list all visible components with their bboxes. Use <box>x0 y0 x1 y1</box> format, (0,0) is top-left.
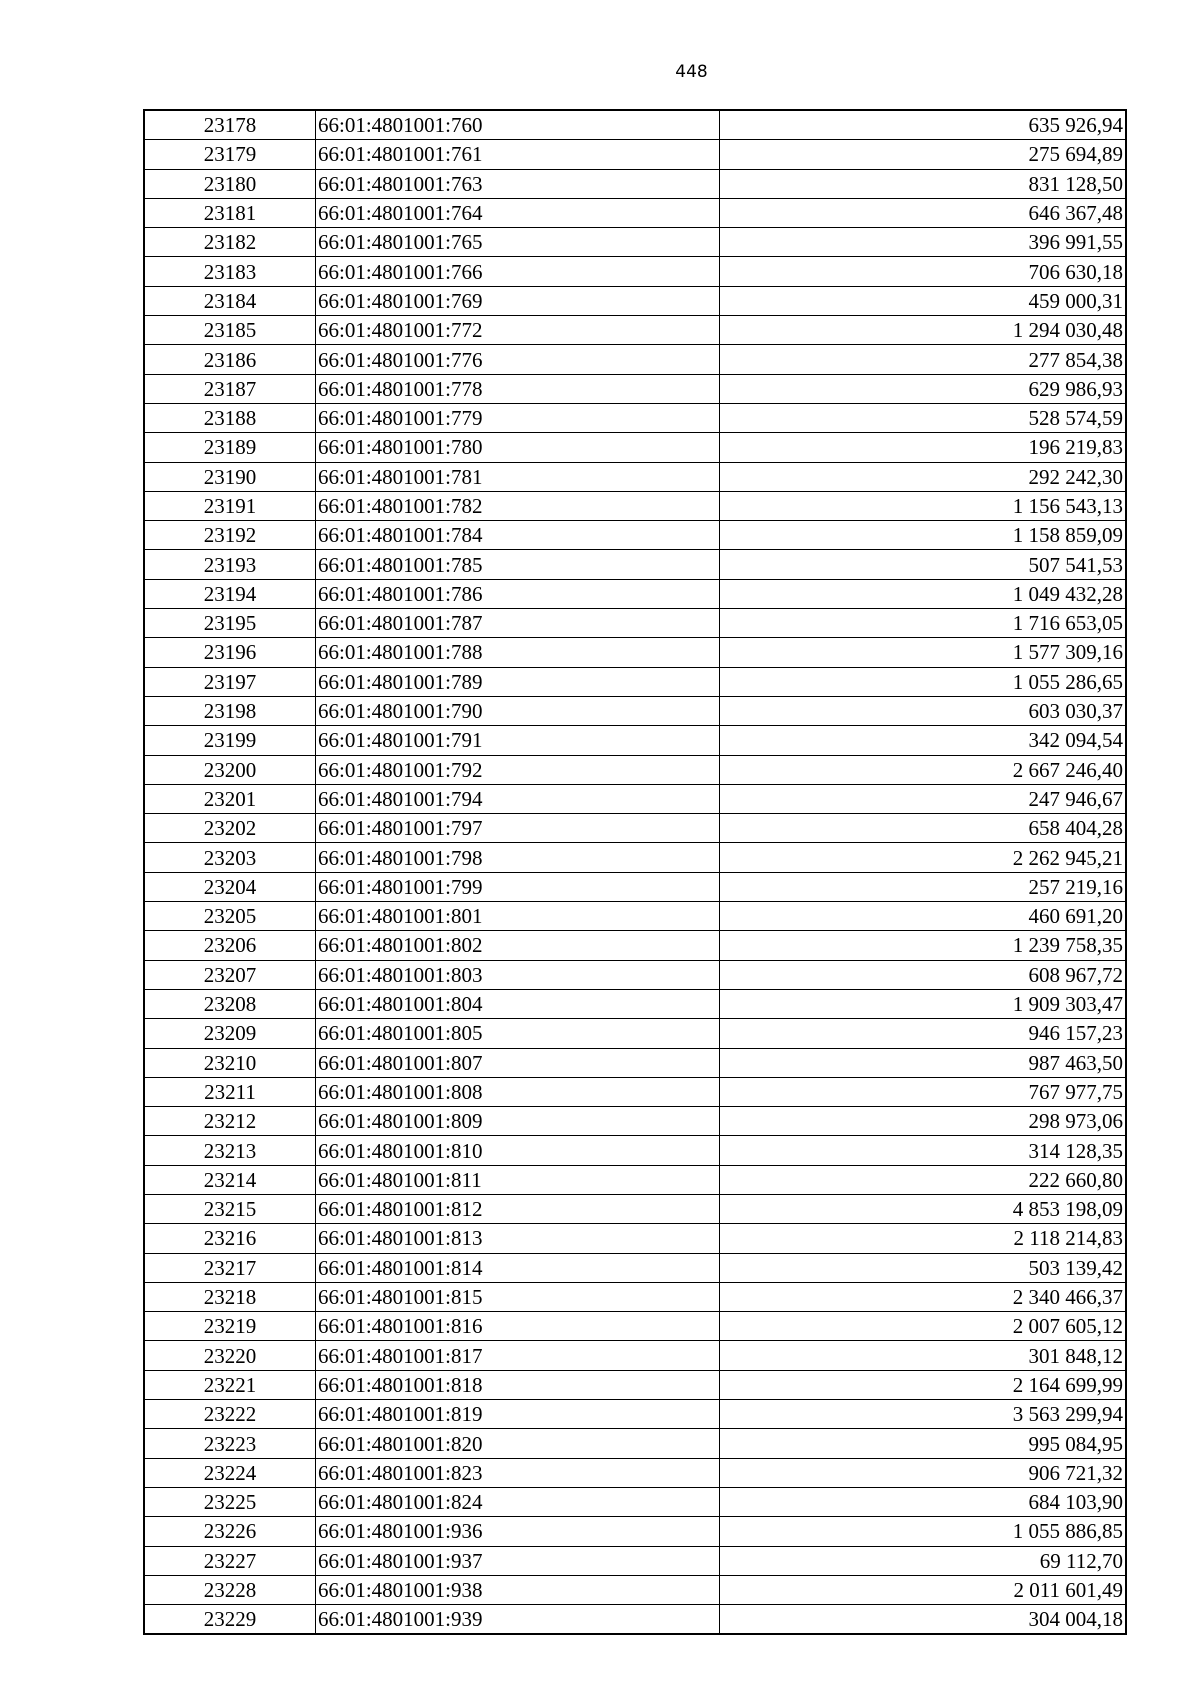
cadastral-number-cell: 66:01:4801001:803 <box>316 960 720 989</box>
row-number-cell: 23189 <box>144 433 316 462</box>
table-row <box>144 960 1126 989</box>
table-row <box>144 1107 1126 1136</box>
cadastral-value-cell: 314 128,35 <box>720 1136 1127 1165</box>
table-row <box>144 1194 1126 1223</box>
row-number-cell: 23204 <box>144 872 316 901</box>
table-row <box>144 931 1126 960</box>
row-number-cell: 23212 <box>144 1107 316 1136</box>
table-row <box>144 1312 1126 1341</box>
cadastral-number-cell: 66:01:4801001:817 <box>316 1341 720 1370</box>
cadastral-number-cell: 66:01:4801001:818 <box>316 1370 720 1399</box>
cadastral-value-cell: 995 084,95 <box>720 1429 1127 1458</box>
row-number-cell: 23182 <box>144 228 316 257</box>
cadastral-value-cell: 629 986,93 <box>720 374 1127 403</box>
table-row <box>144 403 1126 432</box>
page-number: 448 <box>675 62 708 82</box>
cadastral-value-cell: 4 853 198,09 <box>720 1194 1127 1223</box>
cadastral-value-cell: 767 977,75 <box>720 1077 1127 1106</box>
table-row <box>144 198 1126 227</box>
row-number-cell: 23205 <box>144 902 316 931</box>
row-number-cell: 23183 <box>144 257 316 286</box>
cadastral-number-cell: 66:01:4801001:815 <box>316 1282 720 1311</box>
row-number-cell: 23221 <box>144 1370 316 1399</box>
row-number-cell: 23190 <box>144 462 316 491</box>
cadastral-number-cell: 66:01:4801001:787 <box>316 609 720 638</box>
cadastral-value-cell: 831 128,50 <box>720 169 1127 198</box>
cadastral-number-cell: 66:01:4801001:765 <box>316 228 720 257</box>
cadastral-number-cell: 66:01:4801001:784 <box>316 521 720 550</box>
cadastral-number-cell: 66:01:4801001:790 <box>316 696 720 725</box>
cadastral-number-cell: 66:01:4801001:764 <box>316 198 720 227</box>
table-row <box>144 638 1126 667</box>
cadastral-number-cell: 66:01:4801001:805 <box>316 1019 720 1048</box>
cadastral-number-cell: 66:01:4801001:810 <box>316 1136 720 1165</box>
row-number-cell: 23185 <box>144 316 316 345</box>
cadastral-value-cell: 1 577 309,16 <box>720 638 1127 667</box>
row-number-cell: 23222 <box>144 1400 316 1429</box>
table-row <box>144 579 1126 608</box>
cadastral-value-cell: 69 112,70 <box>720 1546 1127 1575</box>
cadastral-value-cell: 1 716 653,05 <box>720 609 1127 638</box>
row-number-cell: 23199 <box>144 726 316 755</box>
cadastral-value-cell: 277 854,38 <box>720 345 1127 374</box>
row-number-cell: 23184 <box>144 286 316 315</box>
table-row <box>144 1224 1126 1253</box>
cadastral-number-cell: 66:01:4801001:772 <box>316 316 720 345</box>
cadastral-number-cell: 66:01:4801001:937 <box>316 1546 720 1575</box>
table-row <box>144 1019 1126 1048</box>
cadastral-value-cell: 658 404,28 <box>720 814 1127 843</box>
cadastral-value-cell: 460 691,20 <box>720 902 1127 931</box>
table-row <box>144 169 1126 198</box>
row-number-cell: 23192 <box>144 521 316 550</box>
table-row <box>144 1282 1126 1311</box>
table-row <box>144 1429 1126 1458</box>
cadastral-value-cell: 684 103,90 <box>720 1487 1127 1516</box>
cadastral-value-cell: 2 262 945,21 <box>720 843 1127 872</box>
cadastral-value-cell: 342 094,54 <box>720 726 1127 755</box>
row-number-cell: 23193 <box>144 550 316 579</box>
cadastral-number-cell: 66:01:4801001:782 <box>316 491 720 520</box>
table-row <box>144 286 1126 315</box>
row-number-cell: 23200 <box>144 755 316 784</box>
cadastral-number-cell: 66:01:4801001:788 <box>316 638 720 667</box>
row-number-cell: 23196 <box>144 638 316 667</box>
table-row <box>144 491 1126 520</box>
cadastral-number-cell: 66:01:4801001:939 <box>316 1605 720 1635</box>
table-row <box>144 696 1126 725</box>
row-number-cell: 23195 <box>144 609 316 638</box>
table-row <box>144 784 1126 813</box>
cadastral-value-cell: 257 219,16 <box>720 872 1127 901</box>
cadastral-value-cell: 396 991,55 <box>720 228 1127 257</box>
row-number-cell: 23187 <box>144 374 316 403</box>
cadastral-number-cell: 66:01:4801001:780 <box>316 433 720 462</box>
cadastral-value-cell: 2 340 466,37 <box>720 1282 1127 1311</box>
cadastral-number-cell: 66:01:4801001:785 <box>316 550 720 579</box>
table-row <box>144 872 1126 901</box>
table-row <box>144 814 1126 843</box>
row-number-cell: 23188 <box>144 403 316 432</box>
row-number-cell: 23217 <box>144 1253 316 1282</box>
row-number-cell: 23225 <box>144 1487 316 1516</box>
cadastral-number-cell: 66:01:4801001:801 <box>316 902 720 931</box>
table-row <box>144 257 1126 286</box>
table-row <box>144 521 1126 550</box>
row-number-cell: 23213 <box>144 1136 316 1165</box>
row-number-cell: 23180 <box>144 169 316 198</box>
cadastral-value-cell: 635 926,94 <box>720 110 1127 140</box>
row-number-cell: 23220 <box>144 1341 316 1370</box>
cadastral-value-cell: 528 574,59 <box>720 403 1127 432</box>
cadastral-number-cell: 66:01:4801001:811 <box>316 1165 720 1194</box>
cadastral-value-cell: 1 049 432,28 <box>720 579 1127 608</box>
row-number-cell: 23223 <box>144 1429 316 1458</box>
cadastral-number-cell: 66:01:4801001:936 <box>316 1517 720 1546</box>
cadastral-value-cell: 608 967,72 <box>720 960 1127 989</box>
table-row <box>144 140 1126 169</box>
table-row <box>144 345 1126 374</box>
cadastral-value-cell: 304 004,18 <box>720 1605 1127 1635</box>
cadastral-value-cell: 292 242,30 <box>720 462 1127 491</box>
cadastral-number-cell: 66:01:4801001:807 <box>316 1048 720 1077</box>
table-row <box>144 228 1126 257</box>
cadastral-number-cell: 66:01:4801001:781 <box>316 462 720 491</box>
row-number-cell: 23214 <box>144 1165 316 1194</box>
table-row <box>144 1077 1126 1106</box>
table-row <box>144 843 1126 872</box>
cadastral-value-cell: 298 973,06 <box>720 1107 1127 1136</box>
cadastral-value-cell: 1 055 886,85 <box>720 1517 1127 1546</box>
cadastral-value-cell: 906 721,32 <box>720 1458 1127 1487</box>
row-number-cell: 23216 <box>144 1224 316 1253</box>
cadastral-number-cell: 66:01:4801001:794 <box>316 784 720 813</box>
cadastral-value-cell: 987 463,50 <box>720 1048 1127 1077</box>
table-row <box>144 374 1126 403</box>
row-number-cell: 23228 <box>144 1575 316 1604</box>
table-row <box>144 1165 1126 1194</box>
table-row <box>144 1253 1126 1282</box>
row-number-cell: 23210 <box>144 1048 316 1077</box>
row-number-cell: 23191 <box>144 491 316 520</box>
cadastral-value-cell: 3 563 299,94 <box>720 1400 1127 1429</box>
table-body <box>144 110 1126 1634</box>
cadastral-value-cell: 301 848,12 <box>720 1341 1127 1370</box>
table-row <box>144 902 1126 931</box>
cadastral-number-cell: 66:01:4801001:779 <box>316 403 720 432</box>
row-number-cell: 23197 <box>144 667 316 696</box>
row-number-cell: 23202 <box>144 814 316 843</box>
table-row <box>144 110 1126 140</box>
table-row <box>144 1575 1126 1604</box>
cadastral-value-cell: 1 158 859,09 <box>720 521 1127 550</box>
cadastral-number-cell: 66:01:4801001:798 <box>316 843 720 872</box>
table-row <box>144 609 1126 638</box>
row-number-cell: 23194 <box>144 579 316 608</box>
row-number-cell: 23226 <box>144 1517 316 1546</box>
cadastral-number-cell: 66:01:4801001:763 <box>316 169 720 198</box>
row-number-cell: 23208 <box>144 989 316 1018</box>
cadastral-number-cell: 66:01:4801001:804 <box>316 989 720 1018</box>
table-row <box>144 433 1126 462</box>
cadastral-number-cell: 66:01:4801001:814 <box>316 1253 720 1282</box>
cadastral-value-cell: 222 660,80 <box>720 1165 1127 1194</box>
cadastral-number-cell: 66:01:4801001:799 <box>316 872 720 901</box>
cadastral-value-cell: 706 630,18 <box>720 257 1127 286</box>
cadastral-value-cell: 646 367,48 <box>720 198 1127 227</box>
cadastral-value-cell: 275 694,89 <box>720 140 1127 169</box>
cadastral-number-cell: 66:01:4801001:813 <box>316 1224 720 1253</box>
cadastral-number-cell: 66:01:4801001:766 <box>316 257 720 286</box>
table-row <box>144 755 1126 784</box>
table-row <box>144 1458 1126 1487</box>
cadastral-number-cell: 66:01:4801001:760 <box>316 110 720 140</box>
row-number-cell: 23211 <box>144 1077 316 1106</box>
cadastral-value-table <box>143 109 1127 1635</box>
cadastral-number-cell: 66:01:4801001:778 <box>316 374 720 403</box>
table-row <box>144 1487 1126 1516</box>
row-number-cell: 23224 <box>144 1458 316 1487</box>
cadastral-value-cell: 1 239 758,35 <box>720 931 1127 960</box>
cadastral-number-cell: 66:01:4801001:824 <box>316 1487 720 1516</box>
cadastral-value-cell: 2 164 699,99 <box>720 1370 1127 1399</box>
cadastral-number-cell: 66:01:4801001:792 <box>316 755 720 784</box>
table-row <box>144 667 1126 696</box>
row-number-cell: 23201 <box>144 784 316 813</box>
cadastral-number-cell: 66:01:4801001:820 <box>316 1429 720 1458</box>
row-number-cell: 23219 <box>144 1312 316 1341</box>
cadastral-value-cell: 1 294 030,48 <box>720 316 1127 345</box>
cadastral-number-cell: 66:01:4801001:802 <box>316 931 720 960</box>
cadastral-number-cell: 66:01:4801001:816 <box>316 1312 720 1341</box>
row-number-cell: 23181 <box>144 198 316 227</box>
table-row <box>144 989 1126 1018</box>
row-number-cell: 23229 <box>144 1605 316 1635</box>
row-number-cell: 23209 <box>144 1019 316 1048</box>
cadastral-number-cell: 66:01:4801001:938 <box>316 1575 720 1604</box>
table-row <box>144 316 1126 345</box>
cadastral-value-cell: 2 118 214,83 <box>720 1224 1127 1253</box>
row-number-cell: 23203 <box>144 843 316 872</box>
cadastral-number-cell: 66:01:4801001:812 <box>316 1194 720 1223</box>
table-row <box>144 1400 1126 1429</box>
row-number-cell: 23207 <box>144 960 316 989</box>
table-row <box>144 1136 1126 1165</box>
cadastral-number-cell: 66:01:4801001:791 <box>316 726 720 755</box>
cadastral-value-cell: 1 909 303,47 <box>720 989 1127 1018</box>
cadastral-number-cell: 66:01:4801001:789 <box>316 667 720 696</box>
table-row <box>144 1370 1126 1399</box>
table-row <box>144 1546 1126 1575</box>
table-row <box>144 1605 1126 1635</box>
cadastral-number-cell: 66:01:4801001:809 <box>316 1107 720 1136</box>
cadastral-number-cell: 66:01:4801001:797 <box>316 814 720 843</box>
table-row <box>144 1341 1126 1370</box>
cadastral-value-cell: 946 157,23 <box>720 1019 1127 1048</box>
table-row <box>144 726 1126 755</box>
cadastral-value-cell: 603 030,37 <box>720 696 1127 725</box>
row-number-cell: 23186 <box>144 345 316 374</box>
cadastral-number-cell: 66:01:4801001:819 <box>316 1400 720 1429</box>
row-number-cell: 23227 <box>144 1546 316 1575</box>
cadastral-value-cell: 503 139,42 <box>720 1253 1127 1282</box>
row-number-cell: 23178 <box>144 110 316 140</box>
row-number-cell: 23215 <box>144 1194 316 1223</box>
cadastral-number-cell: 66:01:4801001:823 <box>316 1458 720 1487</box>
cadastral-value-cell: 2 007 605,12 <box>720 1312 1127 1341</box>
table-row <box>144 462 1126 491</box>
cadastral-value-cell: 459 000,31 <box>720 286 1127 315</box>
cadastral-value-cell: 2 667 246,40 <box>720 755 1127 784</box>
cadastral-value-cell: 1 055 286,65 <box>720 667 1127 696</box>
cadastral-value-cell: 247 946,67 <box>720 784 1127 813</box>
table-row <box>144 1048 1126 1077</box>
row-number-cell: 23198 <box>144 696 316 725</box>
cadastral-number-cell: 66:01:4801001:769 <box>316 286 720 315</box>
row-number-cell: 23206 <box>144 931 316 960</box>
table-row <box>144 1517 1126 1546</box>
cadastral-number-cell: 66:01:4801001:808 <box>316 1077 720 1106</box>
cadastral-value-cell: 507 541,53 <box>720 550 1127 579</box>
cadastral-value-cell: 196 219,83 <box>720 433 1127 462</box>
cadastral-number-cell: 66:01:4801001:776 <box>316 345 720 374</box>
cadastral-value-cell: 1 156 543,13 <box>720 491 1127 520</box>
cadastral-number-cell: 66:01:4801001:761 <box>316 140 720 169</box>
cadastral-value-cell: 2 011 601,49 <box>720 1575 1127 1604</box>
row-number-cell: 23179 <box>144 140 316 169</box>
cadastral-number-cell: 66:01:4801001:786 <box>316 579 720 608</box>
table-row <box>144 550 1126 579</box>
row-number-cell: 23218 <box>144 1282 316 1311</box>
